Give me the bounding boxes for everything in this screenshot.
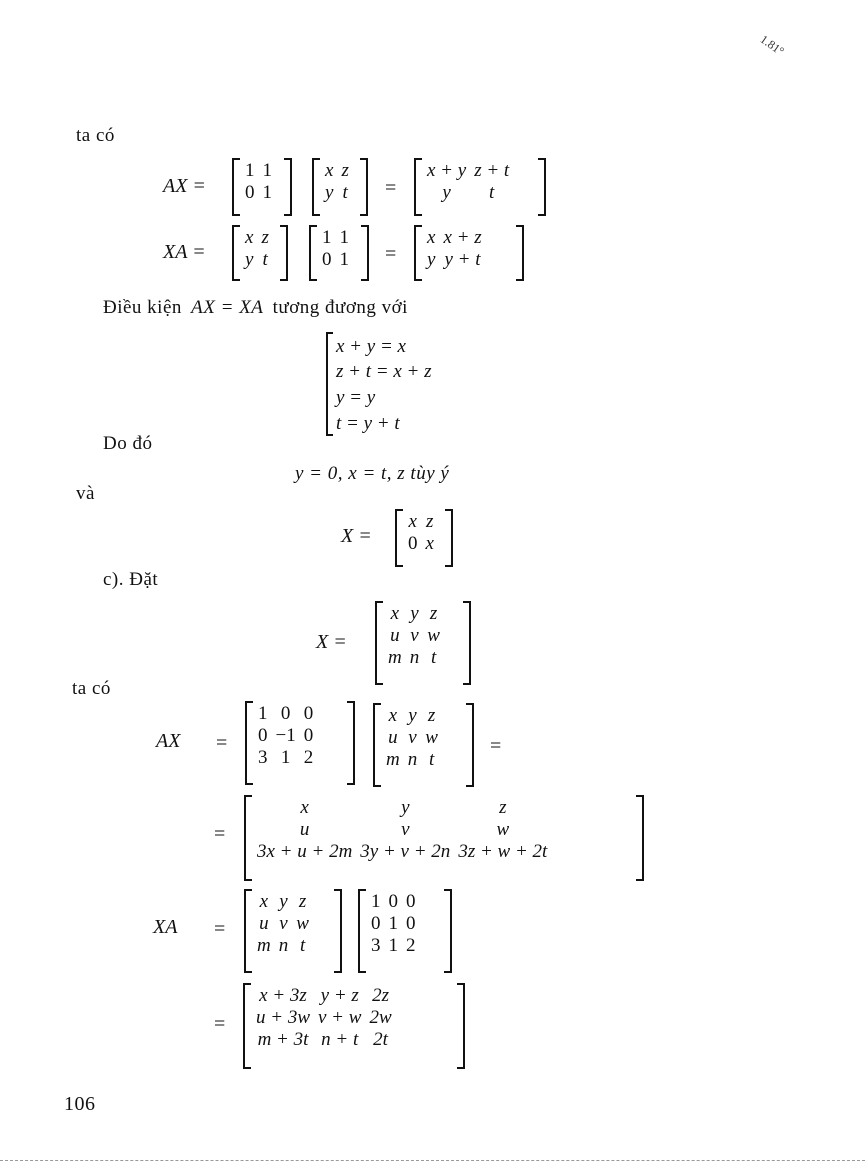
- matrix-x-3x3: [375, 601, 471, 685]
- matrix-cell: 0: [280, 703, 291, 724]
- matrix-cell: v: [410, 625, 419, 646]
- matrix-row: [241, 160, 276, 182]
- matrix-cell: y + t: [444, 249, 481, 270]
- matrix-cell: w: [425, 727, 438, 748]
- left-bracket: [414, 225, 422, 281]
- matrix-grid: [318, 227, 353, 271]
- matrix-cell: t: [342, 182, 348, 203]
- label-xa: XA: [153, 916, 178, 938]
- matrix-row: [253, 935, 313, 957]
- equals-sign: =: [385, 243, 397, 265]
- equals-sign: =: [214, 1013, 226, 1035]
- matrix-cell: z: [298, 891, 307, 912]
- matrix-row: [254, 703, 317, 725]
- matrix-cell: 3: [258, 747, 268, 768]
- right-bracket: [361, 225, 369, 281]
- matrix-cell: x: [425, 533, 434, 554]
- right-bracket: [444, 889, 452, 973]
- matrix-cell: v + w: [318, 1007, 362, 1028]
- text-do-do: Do đó: [103, 433, 153, 454]
- matrix-row: [318, 249, 353, 271]
- matrix-cell: m + 3t: [257, 1029, 309, 1050]
- matrix-cell: 0: [258, 725, 268, 746]
- left-bracket: [244, 889, 252, 973]
- matrix-cell: 2: [303, 747, 314, 768]
- right-bracket: [445, 509, 453, 567]
- matrix-cell: 0: [245, 182, 255, 203]
- matrix-grid: [252, 985, 396, 1051]
- right-bracket: [280, 225, 288, 281]
- matrix-cell: x: [427, 227, 436, 248]
- system-brace: [326, 332, 333, 436]
- matrix-row: [423, 227, 486, 249]
- matrix-cell: x: [245, 227, 254, 248]
- matrix-cell: 1: [258, 703, 268, 724]
- matrix-row: [252, 985, 396, 1007]
- matrix-x-3x3: [244, 889, 342, 973]
- matrix-row: [367, 891, 420, 913]
- matrix-grid: [423, 227, 486, 271]
- equals-sign: =: [490, 735, 502, 757]
- matrix-cell: z: [261, 227, 269, 248]
- matrix-row: [321, 182, 353, 204]
- right-bracket: [347, 701, 355, 785]
- matrix-cell: 2: [406, 935, 416, 956]
- matrix-row: [252, 1007, 396, 1029]
- matrix-cell: y: [410, 603, 419, 624]
- matrix-cell: y + z: [320, 985, 359, 1006]
- right-bracket: [284, 158, 292, 216]
- matrix-cell: n + t: [321, 1029, 359, 1050]
- matrix-grid: [254, 703, 317, 769]
- matrix-cell: x: [259, 891, 269, 912]
- matrix-cell: 1: [339, 227, 349, 248]
- matrix-cell: y: [279, 891, 288, 912]
- matrix-cell: 0: [322, 249, 332, 270]
- page-number: 106: [64, 1093, 96, 1115]
- footer-divider: [0, 1160, 865, 1161]
- text-c-dat: c). Đặt: [103, 569, 159, 590]
- left-bracket: [358, 889, 366, 973]
- matrix-row: [423, 182, 513, 204]
- matrix-cell: y: [245, 249, 254, 270]
- left-bracket: [243, 983, 251, 1069]
- matrix-x: [232, 225, 288, 281]
- matrix-cell: 1: [388, 913, 398, 934]
- matrix-cell: 1: [245, 160, 255, 181]
- matrix-cell: t: [430, 647, 437, 668]
- equals-sign: =: [214, 823, 226, 845]
- matrix-cell: 0: [388, 891, 398, 912]
- matrix-cell: y: [325, 182, 334, 203]
- matrix-cell: w: [296, 913, 309, 934]
- matrix-row: [384, 625, 444, 647]
- matrix-cell: 2z: [372, 985, 389, 1006]
- matrix-cell: w: [496, 819, 510, 840]
- matrix-cell: 0: [303, 725, 314, 746]
- matrix-cell: x: [388, 705, 398, 726]
- matrix-a: [232, 158, 292, 216]
- matrix-row: [382, 749, 442, 771]
- matrix-cell: 0: [303, 703, 314, 724]
- matrix-cell: m: [386, 749, 400, 770]
- matrix-row: [253, 891, 313, 913]
- matrix-grid: [382, 705, 442, 771]
- left-bracket: [312, 158, 320, 216]
- matrix-cell: 2t: [373, 1029, 388, 1050]
- matrix-cell: v: [401, 819, 410, 840]
- matrix-cell: 3z + w + 2t: [458, 841, 548, 862]
- matrix-a-3x3: [245, 701, 355, 785]
- left-bracket: [375, 601, 383, 685]
- matrix-cell: t: [489, 182, 495, 203]
- matrix-cell: n: [409, 647, 420, 668]
- system-line: z + t = x + z: [336, 361, 432, 382]
- matrix-grid: [241, 160, 276, 204]
- matrix-cell: 0: [371, 913, 381, 934]
- condition-text: Điều kiện AX = XA tương đương với: [103, 297, 408, 318]
- matrix-row: [241, 182, 276, 204]
- matrix-cell: y: [427, 249, 436, 270]
- matrix-row: [367, 935, 420, 957]
- matrix-cell: 1: [262, 182, 272, 203]
- matrix-cell: x + y: [427, 160, 467, 181]
- matrix-cell: x: [390, 603, 400, 624]
- matrix-cell: y: [408, 705, 417, 726]
- matrix-cell: x: [300, 797, 309, 818]
- matrix-row: [367, 913, 420, 935]
- matrix-ax-result-3x3: [244, 795, 644, 881]
- matrix-row: [253, 841, 551, 863]
- left-bracket: [309, 225, 317, 281]
- matrix-cell: z + t: [474, 160, 510, 181]
- text-va: và: [76, 483, 95, 504]
- matrix-cell: n: [278, 935, 289, 956]
- matrix-ax-result: [414, 158, 546, 216]
- right-bracket: [457, 983, 465, 1069]
- right-bracket: [360, 158, 368, 216]
- matrix-cell: t: [428, 749, 435, 770]
- matrix-cell: 1: [322, 227, 332, 248]
- matrix-x-3x3: [373, 703, 474, 787]
- matrix-cell: n: [407, 749, 418, 770]
- matrix-grid: [384, 603, 444, 669]
- matrix-cell: x + z: [443, 227, 482, 248]
- matrix-row: [404, 533, 438, 555]
- label-x: X =: [316, 631, 347, 653]
- matrix-cell: m: [388, 647, 402, 668]
- matrix-a-3x3: [358, 889, 452, 973]
- matrix-row: [318, 227, 353, 249]
- matrix-row: [382, 705, 442, 727]
- equation-system: [326, 332, 506, 436]
- matrix-cell: y: [401, 797, 410, 818]
- left-bracket: [414, 158, 422, 216]
- matrix-xa-result-3x3: [243, 983, 465, 1069]
- matrix-cell: z: [499, 797, 507, 818]
- matrix-cell: m: [257, 935, 271, 956]
- matrix-grid: [253, 891, 313, 957]
- solution-text: y = 0, x = t, z tùy ý: [295, 463, 450, 484]
- matrix-grid: [367, 891, 420, 957]
- matrix-cell: x: [325, 160, 334, 181]
- matrix-cell: w: [427, 625, 440, 646]
- matrix-grid: [241, 227, 273, 271]
- matrix-cell: 1: [339, 249, 349, 270]
- matrix-cell: 3: [371, 935, 381, 956]
- matrix-cell: z: [341, 160, 349, 181]
- matrix-cell: u: [299, 819, 310, 840]
- left-bracket: [245, 701, 253, 785]
- matrix-row: [252, 1029, 396, 1051]
- matrix-x: [312, 158, 368, 216]
- right-bracket: [466, 703, 474, 787]
- matrix-cell: z: [426, 511, 434, 532]
- corner-mark: 1.81°: [757, 31, 787, 59]
- matrix-grid: [253, 797, 551, 863]
- right-bracket: [463, 601, 471, 685]
- right-bracket: [636, 795, 644, 881]
- left-bracket: [395, 509, 403, 567]
- matrix-cell: 2w: [369, 1007, 392, 1028]
- label-xa: XA =: [163, 241, 206, 263]
- system-line: x + y = x: [336, 336, 406, 357]
- right-bracket: [538, 158, 546, 216]
- matrix-row: [253, 913, 313, 935]
- label-x: X =: [341, 525, 372, 547]
- matrix-row: [384, 647, 444, 669]
- matrix-row: [423, 249, 486, 271]
- matrix-x-solution: [395, 509, 453, 567]
- matrix-cell: z: [429, 603, 438, 624]
- matrix-row: [253, 797, 551, 819]
- matrix-row: [253, 819, 551, 841]
- text-ta-co: ta có: [72, 678, 111, 699]
- matrix-cell: t: [262, 249, 268, 270]
- matrix-cell: 3x + u + 2m: [257, 841, 353, 862]
- left-bracket: [232, 225, 240, 281]
- right-bracket: [516, 225, 524, 281]
- matrix-cell: u + 3w: [256, 1007, 310, 1028]
- matrix-cell: u: [390, 625, 400, 646]
- matrix-cell: 1: [262, 160, 272, 181]
- equals-sign: =: [385, 177, 397, 199]
- matrix-cell: 1: [388, 935, 398, 956]
- matrix-cell: t: [299, 935, 306, 956]
- left-bracket: [373, 703, 381, 787]
- matrix-cell: z: [427, 705, 436, 726]
- matrix-cell: u: [259, 913, 269, 934]
- left-bracket: [232, 158, 240, 216]
- matrix-row: [241, 227, 273, 249]
- matrix-grid: [321, 160, 353, 204]
- matrix-row: [382, 727, 442, 749]
- right-bracket: [334, 889, 342, 973]
- text-ta-co: ta có: [76, 125, 115, 146]
- matrix-row: [321, 160, 353, 182]
- matrix-row: [404, 511, 438, 533]
- matrix-cell: 1: [371, 891, 381, 912]
- matrix-cell: −1: [275, 725, 296, 746]
- matrix-row: [254, 747, 317, 769]
- system-line: t = y + t: [336, 413, 400, 434]
- matrix-cell: 0: [408, 533, 418, 554]
- matrix-cell: x: [408, 511, 417, 532]
- matrix-cell: 0: [406, 891, 416, 912]
- matrix-cell: y: [442, 182, 451, 203]
- matrix-cell: 1: [280, 747, 291, 768]
- matrix-row: [254, 725, 317, 747]
- equals-sign: =: [216, 732, 228, 754]
- matrix-grid: [404, 511, 438, 555]
- matrix-row: [423, 160, 513, 182]
- label-ax: AX: [156, 730, 181, 752]
- matrix-row: [241, 249, 273, 271]
- matrix-xa-result: [414, 225, 524, 281]
- matrix-cell: x + 3z: [259, 985, 307, 1006]
- equals-sign: =: [214, 918, 226, 940]
- matrix-cell: 0: [406, 913, 416, 934]
- matrix-grid: [423, 160, 513, 204]
- matrix-row: [384, 603, 444, 625]
- matrix-cell: v: [408, 727, 417, 748]
- matrix-cell: v: [279, 913, 288, 934]
- matrix-cell: 3y + v + 2n: [360, 841, 451, 862]
- matrix-a: [309, 225, 369, 281]
- label-ax: AX =: [163, 175, 206, 197]
- left-bracket: [244, 795, 252, 881]
- matrix-cell: u: [388, 727, 398, 748]
- system-line: y = y: [336, 387, 376, 408]
